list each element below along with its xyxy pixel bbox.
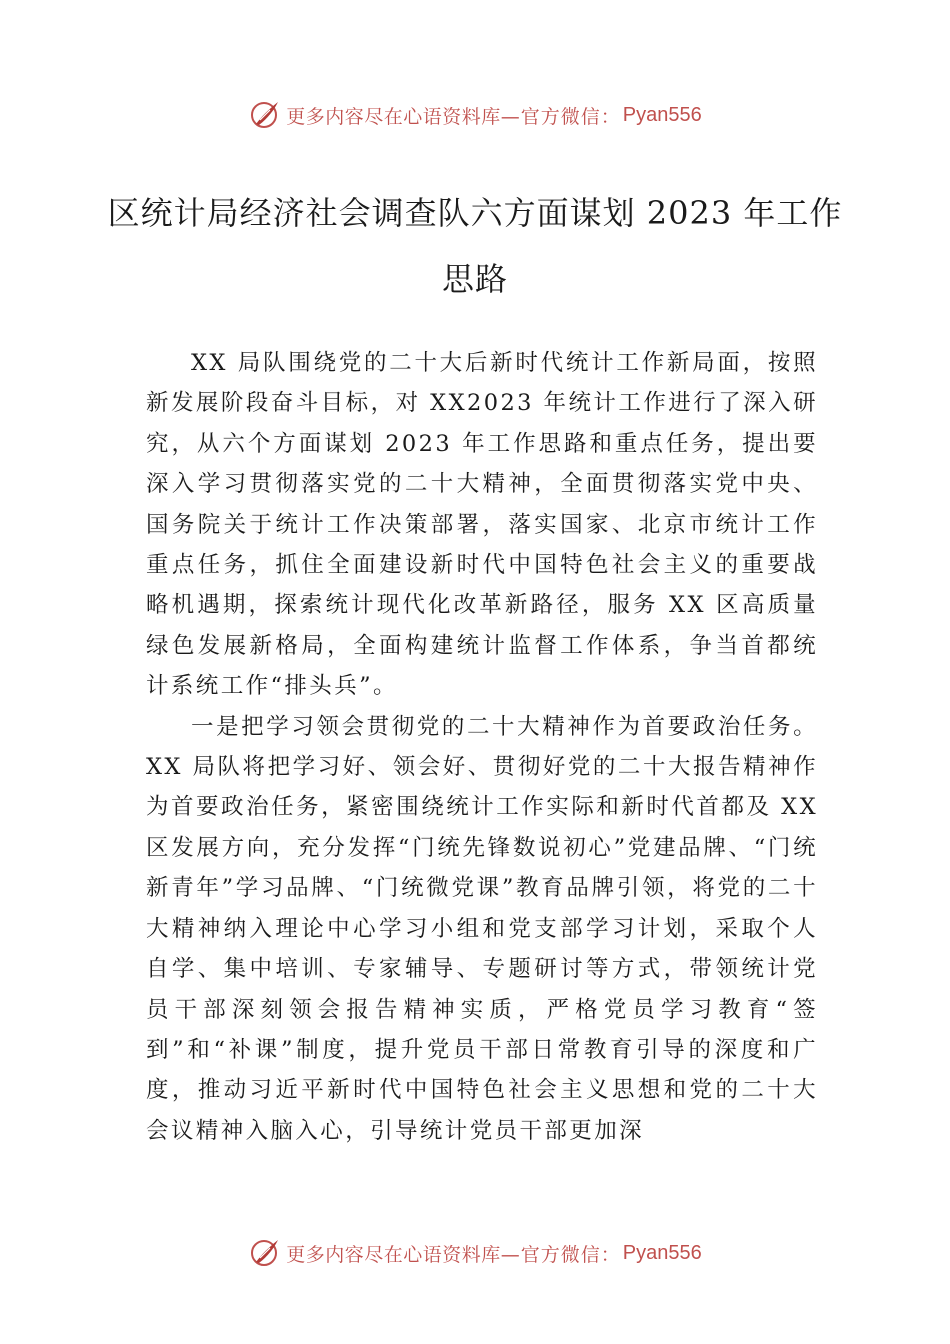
paragraph: 一是把学习领会贯彻党的二十大精神作为首要政治任务。XX 局队将把学习好、领会好、贯彻好党的二十大报告精神作为首要政治任务，紧密围绕统计工作实际和新时代首都及 XX 区发展方向，充分发挥“门统先锋数说初心”党建品牌、“门统新青年”学习品牌、“门统微党课”教育品牌引领，将党的二十大精神纳入理论中心学习小组和党支部学习计划，采取个人自学、集中培训、专家辅导、专题研讨等方式，带领统计党员干部深刻领会报告精神实质，严格党员学习教育“签到”和“补课”制度，提升党员干部日常教育引导的深度和广度，推动习近平新时代中国特色社会主义思想和党的二十大会议精神入脑入心，引导统计党员干部更加深 (146, 713, 818, 1144)
header-watermark (0, 95, 950, 135)
footer-watermark (0, 1233, 950, 1273)
quill-logo-icon (248, 1236, 282, 1270)
watermark-wechat-id: Pyan556 (622, 103, 702, 126)
watermark-text: 更多内容尽在心语资料库 (286, 1243, 501, 1266)
quill-logo-icon (248, 98, 282, 132)
watermark-separator: —官方微信： (500, 105, 621, 128)
watermark-text: 更多内容尽在心语资料库 (286, 105, 501, 128)
document-body (146, 343, 818, 1151)
watermark-wechat-id: Pyan556 (622, 1241, 702, 1264)
paragraph: XX 局队围绕党的二十大后新时代统计工作新局面，按照新发展阶段奋斗目标，对 XX2023 年统计工作进行了深入研究，从六个方面谋划 2023 年工作思路和重点任务，提出要深入学习贯彻落实党的二十大精神，全面贯彻落实党中央、 国务院关于统计工作决策部署，落实国家、北京市统计工作重点任务，抓住全面建设新时代中国特色社会主义的重要战略机遇期，探索统计现代化改革新路径，服务 XX 区高质量绿色发展新格局，全面构建统计监督工作体系，争当首都统计系统工作“排头兵”。 (146, 350, 818, 700)
watermark-separator: —官方微信： (500, 1243, 621, 1266)
document-title: 区统计局经济社会调查队六方面谋划 2023 年工作思路 (107, 194, 843, 298)
